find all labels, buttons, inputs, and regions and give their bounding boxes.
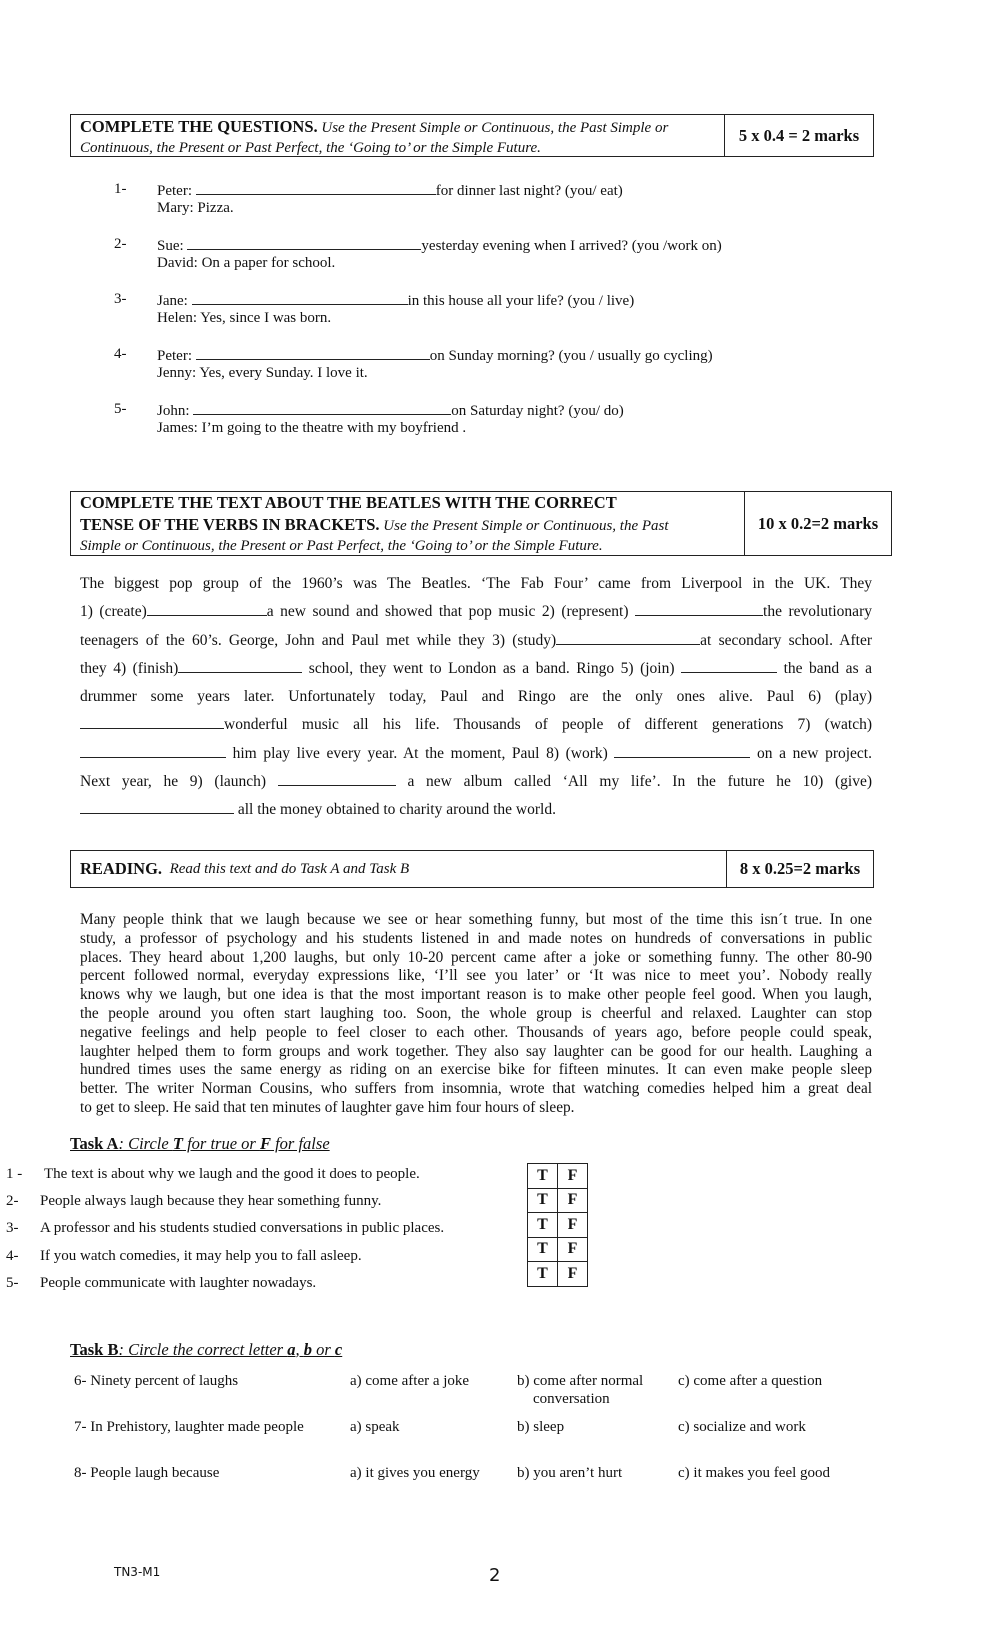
reading-line: negative feelings and help people to feel closer to each other. Thousands of years ago, before people could speak, [80, 1023, 872, 1041]
tf-row-4 [528, 1237, 588, 1262]
question-5-speaker: John: [157, 403, 190, 419]
question-3-reply: Helen: Yes, since I was born. [157, 310, 332, 326]
task-a-num-3: 3- [6, 1220, 19, 1236]
blank-2-represent[interactable] [635, 602, 763, 616]
false-option[interactable]: F [558, 1237, 588, 1262]
reading-line: hundred times uses the same energy as riding on an exercise bike for fifteen minutes. It can even make people sleep [80, 1061, 872, 1079]
true-option[interactable]: T [528, 1262, 558, 1287]
question-5-blank[interactable] [193, 401, 451, 415]
beatles-line-8: Next year, he 9) (launch) a new album called ‘All my life’. In the future he 10) (give) [80, 773, 872, 791]
question-2-reply: David: On a paper for school. [157, 255, 336, 271]
task-b-7-option-b[interactable]: b) sleep [517, 1419, 565, 1435]
blank-8-work[interactable] [614, 744, 750, 758]
question-4 [157, 346, 713, 365]
question-4-number: 4- [114, 346, 127, 362]
section1-marks: 5 x 0.4 = 2 marks [738, 125, 860, 145]
section1-instruction-1: Use the Present Simple or Continuous, the Past Simple or [321, 120, 669, 136]
reading-instruction: Read this text and do Task A and Task B [169, 861, 410, 877]
section1-title: COMPLETE THE QUESTIONS. [80, 117, 318, 136]
question-2-prompt: yesterday evening when I arrived? (you /work on) [421, 238, 722, 254]
tf-row-3 [528, 1213, 588, 1238]
reading-line: places. They heard about 1,200 laughs, but only 10-20 percent came after a joke or something funny. The other 80-90 [80, 948, 872, 966]
section1-instruction-2: Continuous, the Present or Past Perfect, the ‘Going to’ or the Simple Future. [80, 139, 541, 156]
task-b-7-option-a[interactable]: a) speak [350, 1419, 400, 1435]
question-1-blank[interactable] [196, 181, 436, 195]
false-option[interactable]: F [558, 1213, 588, 1238]
question-1-speaker: Peter: [157, 183, 192, 199]
section1-instructions [71, 115, 725, 156]
question-3 [157, 291, 634, 310]
question-3-prompt: in this house all your life? (you / live) [407, 293, 635, 309]
task-a-num-1: 1 - [6, 1166, 23, 1182]
reading-line: to get to sleep. He said that ten minutes of laughter gave him four hours of sleep. [80, 1098, 575, 1116]
tf-row-1 [528, 1164, 588, 1189]
true-option[interactable]: T [528, 1213, 558, 1238]
task-b-6-option-a[interactable]: a) come after a joke [350, 1373, 470, 1389]
footer-code: TN3-M1 [114, 1565, 161, 1579]
reading-title: READING. [80, 859, 163, 878]
task-a-statement-5: People communicate with laughter nowadays. [40, 1275, 317, 1291]
task-a-title: Task A: Circle T for true or F for false [70, 1134, 330, 1153]
question-1-number: 1- [114, 181, 127, 197]
beatles-line-9: all the money obtained to charity around the world. [80, 796, 872, 824]
section2-title-2: TENSE OF THE VERBS IN BRACKETS. [80, 514, 380, 534]
beatles-text [80, 570, 872, 825]
reading-line: better. The writer Norman Cousins, who suffers from insomnia, wrote that watching comedies helped him a great deal [80, 1080, 872, 1098]
section2-instruction-2: Simple or Continuous, the Present or Past Perfect, the ‘Going to’ or the Simple Future. [80, 538, 603, 554]
section1-header [70, 114, 874, 157]
question-4-reply: Jenny: Yes, every Sunday. I love it. [157, 365, 368, 381]
question-5-number: 5- [114, 401, 127, 417]
tf-row-2 [528, 1188, 588, 1213]
question-4-speaker: Peter: [157, 348, 192, 364]
question-5 [157, 401, 624, 420]
question-4-prompt: on Sunday morning? (you / usually go cycling) [429, 348, 713, 364]
beatles-line-2: 1) (create) a new sound and showed that pop music 2) (represent) the revolutionary [80, 603, 872, 621]
blank-10-give[interactable] [80, 800, 234, 814]
section2-instructions [71, 492, 745, 555]
question-1-reply: Mary: Pizza. [157, 200, 234, 216]
blank-3-study[interactable] [556, 631, 700, 645]
task-a-statement-3: A professor and his students studied conversations in public places. [40, 1220, 445, 1236]
question-1 [157, 181, 623, 200]
false-option[interactable]: F [558, 1164, 588, 1189]
beatles-line-7: him play live every year. At the moment, Paul 8) (work) on a new project. [80, 740, 872, 768]
reading-line: laughter helped them to form groups and work together. They also say laughter can be good for our health. Laughing a [80, 1042, 872, 1060]
beatles-line-5: drummer some years later. Unfortunately today, Paul and Ringo are the only ones alive. Paul 6) (play) [80, 688, 872, 706]
reading-header [70, 850, 874, 888]
section2-marks: 10 x 0.2=2 marks [757, 513, 879, 533]
false-option[interactable]: F [558, 1188, 588, 1213]
blank-6-play[interactable] [80, 715, 224, 729]
reading-line: the people around you often start laughing too. Soon, the whole group is cheerful and relaxed. Laughter can stop [80, 1004, 872, 1022]
reading-text [80, 911, 872, 1118]
task-a-num-2: 2- [6, 1193, 19, 1209]
task-b-6-option-c[interactable]: c) come after a question [678, 1373, 823, 1389]
true-option[interactable]: T [528, 1188, 558, 1213]
beatles-line-3: teenagers of the 60’s. George, John and Paul met while they 3) (study) at secondary school. After [80, 631, 872, 649]
task-a-num-5: 5- [6, 1275, 19, 1291]
blank-5-join[interactable] [681, 659, 777, 673]
task-b-8-option-a[interactable]: a) it gives you energy [350, 1465, 480, 1481]
question-5-prompt: on Saturday night? (you/ do) [451, 403, 624, 419]
task-b-title: Task B: Circle the correct letter a, b or c [70, 1340, 343, 1359]
task-a-statement-1: The text is about why we laugh and the good it does to people. [44, 1166, 420, 1182]
question-2-speaker: Sue: [157, 238, 184, 254]
task-b-question-7: 7- In Prehistory, laughter made people [74, 1419, 304, 1435]
question-2-number: 2- [114, 236, 127, 252]
question-3-number: 3- [114, 291, 127, 307]
question-3-speaker: Jane: [157, 293, 188, 309]
question-2-blank[interactable] [187, 236, 421, 250]
blank-1-create[interactable] [147, 602, 267, 616]
section2-header [70, 491, 892, 556]
section2-title-1: COMPLETE THE TEXT ABOUT THE BEATLES WITH THE CORRECT [80, 493, 617, 512]
task-b-question-6: 6- Ninety percent of laughs [74, 1373, 239, 1389]
tf-row-5 [528, 1262, 588, 1287]
reading-line: knows why we laugh, but one idea is that the most important reason is to make other people feel good. When you laugh, [80, 986, 872, 1004]
question-4-blank[interactable] [196, 346, 430, 360]
task-a-num-4: 4- [6, 1248, 19, 1264]
question-3-blank[interactable] [192, 291, 408, 305]
true-option[interactable]: T [528, 1237, 558, 1262]
page-number: 2 [489, 1565, 501, 1586]
true-option[interactable]: T [528, 1164, 558, 1189]
task-b-question-8: 8- People laugh because [74, 1465, 220, 1481]
blank-7-watch[interactable] [80, 744, 226, 758]
blank-4-finish[interactable] [178, 659, 302, 673]
task-b-8-option-b[interactable]: b) you aren’t hurt [517, 1465, 623, 1481]
question-5-reply: James: I’m going to the theatre with my boyfriend . [157, 420, 467, 436]
reading-line: Many people think that we laugh because we see or hear something funny, but most of the time this isn´t true. In one [80, 911, 872, 928]
task-b-7-option-c[interactable]: c) socialize and work [678, 1419, 806, 1435]
blank-9-launch[interactable] [278, 772, 396, 786]
section2-instruction-1: Use the Present Simple or Continuous, the Past [383, 517, 669, 534]
task-a-statement-2: People always laugh because they hear something funny. [40, 1193, 382, 1209]
question-1-prompt: for dinner last night? (you/ eat) [435, 183, 623, 199]
beatles-line-4: they 4) (finish) school, they went to London as a band. Ringo 5) (join) the band as a [80, 659, 872, 677]
false-option[interactable]: F [558, 1262, 588, 1287]
question-2 [157, 236, 722, 255]
reading-instructions [71, 851, 727, 887]
reading-line: study, a professor of psychology and his students listened in and made notes on hundreds of conversations in public [80, 929, 872, 947]
task-a-statement-4: If you watch comedies, it may help you to fall asleep. [40, 1248, 362, 1264]
beatles-line-6: wonderful music all his life. Thousands of people of different generations 7) (watch) [80, 711, 872, 739]
beatles-line-1: The biggest pop group of the 1960’s was The Beatles. ‘The Fab Four’ came from Liverpool in the UK. They [80, 575, 872, 592]
task-b-8-option-c[interactable]: c) it makes you feel good [678, 1465, 831, 1481]
task-b-6-option-b[interactable]: b) come after normal conversation [517, 1373, 644, 1407]
reading-marks: 8 x 0.25=2 marks [739, 859, 861, 878]
true-false-grid [527, 1163, 588, 1287]
reading-line: percent followed normal, everyday expressions like, ‘I’ll see you later’ or ‘It was nice to meet you’. Nobody really [80, 967, 872, 985]
